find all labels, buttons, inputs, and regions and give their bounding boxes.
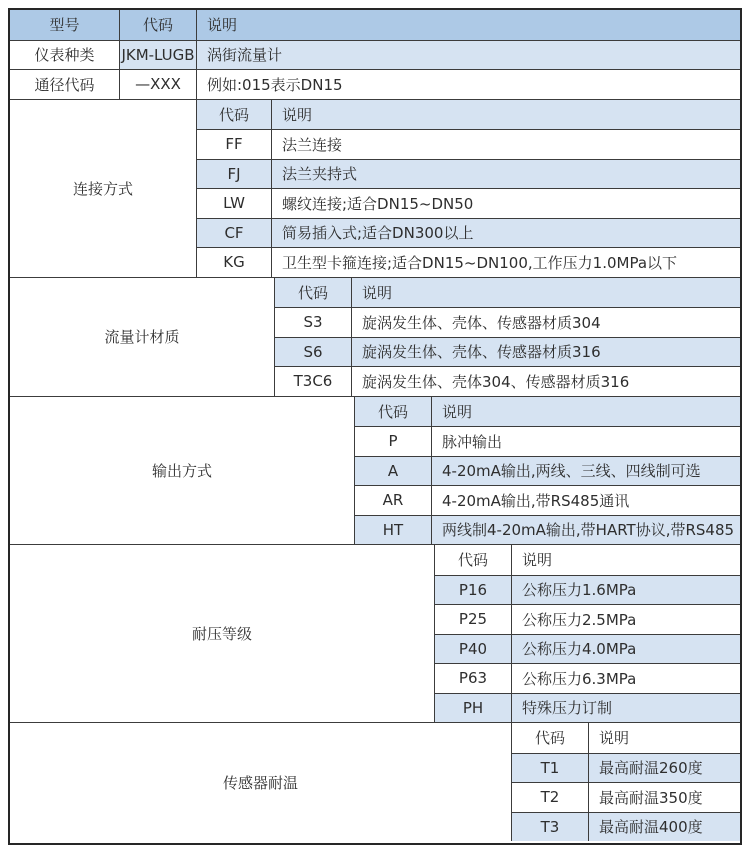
table-row (355, 515, 740, 545)
code-cell: P25 (435, 605, 512, 634)
desc-cell: 旋涡发生体、壳体、传感器材质304 (362, 313, 601, 332)
section-sensor-temperature (10, 722, 740, 841)
table-row (435, 604, 740, 634)
table-row (275, 307, 740, 337)
table-row (512, 782, 740, 812)
code-cell: —XXX (120, 70, 197, 99)
table-row-diameter-code (10, 69, 740, 99)
table-row (197, 159, 740, 189)
sub-header-row (275, 278, 740, 308)
code-cell: FJ (197, 160, 272, 189)
desc-cell: 最高耐温260度 (599, 759, 703, 778)
desc-cell: 涡街流量计 (197, 41, 740, 70)
sub-header-desc: 说明 (282, 105, 313, 124)
code-cell: FF (197, 130, 272, 159)
desc-cell: 旋涡发生体、壳体304、传感器材质316 (362, 372, 630, 391)
section-connection-type (10, 99, 740, 277)
sub-header-code: 代码 (512, 723, 589, 753)
sub-header-code: 代码 (275, 278, 352, 308)
table-row (355, 485, 740, 515)
section-label: 传感器耐温 (10, 723, 512, 841)
code-cell: A (355, 457, 432, 486)
table-row (355, 426, 740, 456)
code-cell: LW (197, 189, 272, 218)
sub-header-desc: 说明 (442, 402, 473, 421)
sub-header-desc: 说明 (522, 551, 553, 570)
table-row (275, 337, 740, 367)
desc-cell: 最高耐温350度 (599, 788, 703, 807)
section-pressure-rating (10, 544, 740, 722)
table-row (197, 247, 740, 277)
sub-header-desc: 说明 (599, 729, 630, 748)
sub-table (197, 100, 740, 277)
code-cell: AR (355, 486, 432, 515)
desc-cell: 法兰夹持式 (282, 165, 358, 184)
desc-cell: 公称压力6.3MPa (522, 669, 637, 688)
table-row (197, 129, 740, 159)
table-row (512, 753, 740, 783)
desc-cell: 卫生型卡箍连接;适合DN15~DN100,工作压力1.0MPa以下 (282, 253, 678, 272)
sub-header-code: 代码 (197, 100, 272, 130)
header-cell-code: 代码 (120, 10, 197, 40)
sub-header-row (512, 723, 740, 753)
desc-cell: 两线制4-20mA输出,带HART协议,带RS485 (442, 521, 735, 540)
sub-table (435, 545, 740, 722)
code-cell: T1 (512, 754, 589, 783)
code-cell: JKM-LUGB (120, 41, 197, 70)
header-cell-model: 型号 (10, 10, 120, 40)
section-label: 输出方式 (10, 397, 355, 545)
desc-cell: 4-20mA输出,带RS485通讯 (442, 491, 630, 510)
desc-cell: 旋涡发生体、壳体、传感器材质316 (362, 343, 601, 362)
table-row (197, 218, 740, 248)
desc-cell: 公称压力1.6MPa (522, 581, 637, 600)
row-label: 通径代码 (10, 70, 120, 99)
sub-header-row (197, 100, 740, 130)
table-row (435, 663, 740, 693)
desc-cell: 简易插入式;适合DN300以上 (282, 224, 474, 243)
sub-table (275, 278, 740, 396)
code-cell: P (355, 427, 432, 456)
code-cell: CF (197, 219, 272, 248)
sub-header-row (435, 545, 740, 575)
table-row (435, 693, 740, 723)
code-cell: S6 (275, 338, 352, 367)
desc-cell: 公称压力2.5MPa (522, 610, 637, 629)
section-output-type (10, 396, 740, 545)
sub-header-code: 代码 (435, 545, 512, 575)
sub-header-row (355, 397, 740, 427)
row-label: 仪表种类 (10, 41, 120, 70)
table-row (275, 366, 740, 396)
desc-cell: 公称压力4.0MPa (522, 640, 637, 659)
sub-header-desc: 说明 (362, 283, 393, 302)
desc-cell: 脉冲输出 (442, 432, 503, 451)
table-header-row (10, 10, 740, 40)
section-label: 流量计材质 (10, 278, 275, 396)
table-row-instrument-type (10, 40, 740, 70)
sub-table (512, 723, 740, 841)
header-cell-desc: 说明 (197, 10, 740, 40)
code-cell: T2 (512, 783, 589, 812)
desc-cell: 特殊压力订制 (522, 699, 613, 718)
sub-table (355, 397, 740, 545)
code-cell: P63 (435, 664, 512, 693)
sub-header-code: 代码 (355, 397, 432, 427)
code-cell: PH (435, 694, 512, 723)
model-selection-table (8, 8, 742, 845)
table-row (355, 456, 740, 486)
code-cell: S3 (275, 308, 352, 337)
desc-cell: 例如:015表示DN15 (207, 75, 343, 94)
code-cell: HT (355, 516, 432, 545)
section-label: 耐压等级 (10, 545, 435, 722)
code-cell: P40 (435, 635, 512, 664)
desc-cell: 法兰连接 (282, 135, 343, 154)
table-row (435, 575, 740, 605)
table-row (435, 634, 740, 664)
code-cell: T3 (512, 813, 589, 842)
desc-cell: 螺纹连接;适合DN15~DN50 (282, 194, 474, 213)
table-row (512, 812, 740, 842)
section-label: 连接方式 (10, 100, 197, 277)
code-cell: P16 (435, 576, 512, 605)
table-row (197, 188, 740, 218)
code-cell: KG (197, 248, 272, 277)
section-material (10, 277, 740, 396)
code-cell: T3C6 (275, 367, 352, 396)
desc-cell: 4-20mA输出,两线、三线、四线制可选 (442, 462, 701, 481)
desc-cell: 最高耐温400度 (599, 818, 703, 837)
